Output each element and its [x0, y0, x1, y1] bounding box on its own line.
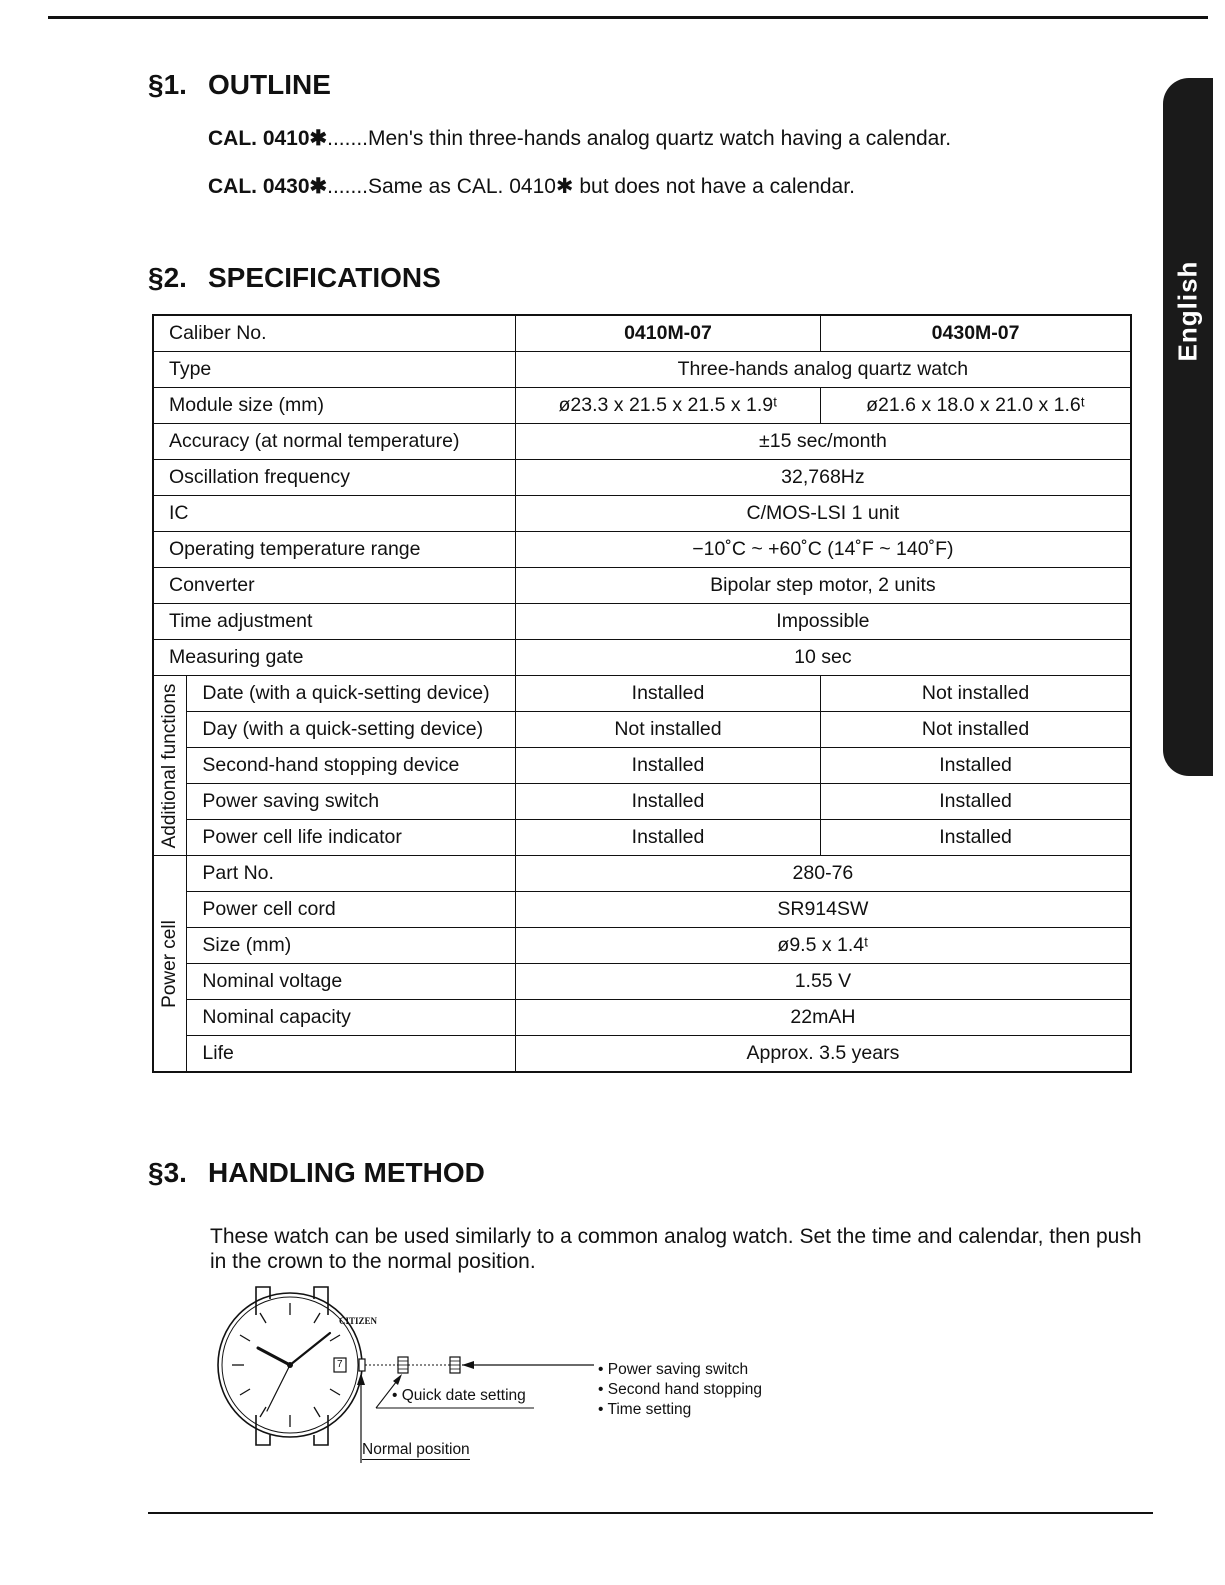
table-row [153, 712, 1131, 748]
row-label: Second-hand stopping device [187, 748, 515, 784]
power-saving-switch-label: • Power saving switch [598, 1361, 749, 1378]
row-label: Oscillation frequency [153, 460, 515, 496]
table-row [153, 856, 1131, 892]
outline-title: OUTLINE [208, 69, 331, 100]
table-row [153, 496, 1131, 532]
outline-section-number: §1. [148, 69, 187, 100]
table-row [153, 748, 1131, 784]
table-row [153, 640, 1131, 676]
row-value: ø23.3 x 21.5 x 21.5 x 1.9ᵗ [515, 388, 820, 424]
row-label: Measuring gate [153, 640, 515, 676]
row-value: 22mAH [515, 1000, 1131, 1036]
leader-dots: ....... [327, 127, 368, 150]
brand-logo: CITIZEN [339, 1316, 378, 1326]
watch-crown-diagram [210, 1285, 810, 1465]
center-pin [287, 1362, 293, 1368]
additional-functions-group [153, 676, 187, 856]
row-value: Installed [821, 748, 1131, 784]
row-label: Converter [153, 568, 515, 604]
specifications-title: SPECIFICATIONS [208, 262, 441, 293]
row-label: Time adjustment [153, 604, 515, 640]
handling-heading [148, 1157, 485, 1189]
row-value: Bipolar step motor, 2 units [515, 568, 1131, 604]
row-value: ø9.5 x 1.4ᵗ [515, 928, 1131, 964]
table-row [153, 928, 1131, 964]
normal-position-label: Normal position [362, 1441, 470, 1458]
table-row [153, 604, 1131, 640]
power-cell-group [153, 856, 187, 1073]
bottom-rule [148, 1512, 1153, 1514]
row-label: Part No. [187, 856, 515, 892]
row-value: Three-hands analog quartz watch [515, 352, 1131, 388]
top-rule [48, 16, 1208, 19]
specifications-section-number: §2. [148, 262, 187, 293]
second-hand [267, 1365, 290, 1411]
table-row [153, 676, 1131, 712]
row-value: C/MOS-LSI 1 unit [515, 496, 1131, 532]
table-row [153, 1000, 1131, 1036]
column-header: 0430M-07 [821, 315, 1131, 352]
row-label: Size (mm) [187, 928, 515, 964]
row-label: Accuracy (at normal temperature) [153, 424, 515, 460]
specifications-heading [148, 262, 441, 294]
row-label: Module size (mm) [153, 388, 515, 424]
outline-item-0410 [208, 126, 951, 151]
table-row [153, 532, 1131, 568]
row-value: 10 sec [515, 640, 1131, 676]
row-label: Operating temperature range [153, 532, 515, 568]
upper-right-lug [314, 1287, 328, 1315]
outline-heading [148, 69, 331, 101]
row-value: 1.55 V [515, 964, 1131, 1000]
row-value: ø21.6 x 18.0 x 21.0 x 1.6ᵗ [821, 388, 1131, 424]
row-label: Power cell cord [187, 892, 515, 928]
row-label: Day (with a quick-setting device) [187, 712, 515, 748]
caliber-description: Same as CAL. 0410✱ but does not have a calendar. [367, 175, 855, 198]
row-value: Installed [515, 676, 820, 712]
table-row [153, 820, 1131, 856]
table-row [153, 568, 1131, 604]
row-value: SR914SW [515, 892, 1131, 928]
time-setting-label: • Time setting [598, 1401, 692, 1418]
row-value: Not installed [821, 712, 1131, 748]
row-value: Installed [821, 820, 1131, 856]
handling-section-number: §3. [148, 1157, 187, 1188]
specifications-table [152, 314, 1132, 1073]
row-label: Life [187, 1036, 515, 1073]
row-value: Installed [515, 820, 820, 856]
hour-hand [258, 1348, 290, 1365]
table-row [153, 352, 1131, 388]
row-value: Installed [515, 784, 820, 820]
table-row [153, 964, 1131, 1000]
row-value: Impossible [515, 604, 1131, 640]
row-value: Approx. 3.5 years [515, 1036, 1131, 1073]
row-label: Type [153, 352, 515, 388]
second-hand-stopping-label: • Second hand stopping [598, 1381, 762, 1398]
caliber-code: CAL. 0410✱ [208, 127, 328, 150]
table-row [153, 784, 1131, 820]
row-label: Power saving switch [187, 784, 515, 820]
table-row [153, 424, 1131, 460]
outline-item-0430 [208, 174, 855, 199]
row-value: ±15 sec/month [515, 424, 1131, 460]
table-row [153, 388, 1131, 424]
caliber-description: Men's thin three-hands analog quartz watch having a calendar. [367, 127, 952, 150]
caliber-code: CAL. 0430✱ [208, 175, 328, 198]
handling-description: These watch can be used similarly to a common analog watch. Set the time and calendar, then push in the crown to the normal position. [210, 1225, 1142, 1273]
table-row [153, 892, 1131, 928]
row-value: Installed [821, 784, 1131, 820]
row-label: Nominal voltage [187, 964, 515, 1000]
table-row [153, 315, 1131, 352]
leader-dots: ....... [327, 175, 368, 198]
language-tab-label: English [1172, 260, 1203, 362]
row-value: 32,768Hz [515, 460, 1131, 496]
minute-hand [290, 1333, 330, 1365]
table-row [153, 460, 1131, 496]
date-window-digit: 7 [337, 1359, 343, 1370]
column-header: 0410M-07 [515, 315, 820, 352]
row-value: Not installed [821, 676, 1131, 712]
table-row [153, 1036, 1131, 1073]
row-value: Installed [515, 748, 820, 784]
row-value: −10˚C ~ +60˚C (14˚F ~ 140˚F) [515, 532, 1131, 568]
row-label: IC [153, 496, 515, 532]
row-label: Caliber No. [153, 315, 515, 352]
group-label: Power cell [159, 919, 181, 1008]
row-label: Power cell life indicator [187, 820, 515, 856]
row-label: Date (with a quick-setting device) [187, 676, 515, 712]
row-value: 280-76 [515, 856, 1131, 892]
quick-date-setting-label: • Quick date setting [392, 1387, 526, 1404]
language-tab [1163, 78, 1213, 776]
row-label: Nominal capacity [187, 1000, 515, 1036]
crown-normal [359, 1359, 365, 1371]
handling-title: HANDLING METHOD [208, 1157, 485, 1188]
row-value: Not installed [515, 712, 820, 748]
group-label: Additional functions [159, 683, 181, 848]
